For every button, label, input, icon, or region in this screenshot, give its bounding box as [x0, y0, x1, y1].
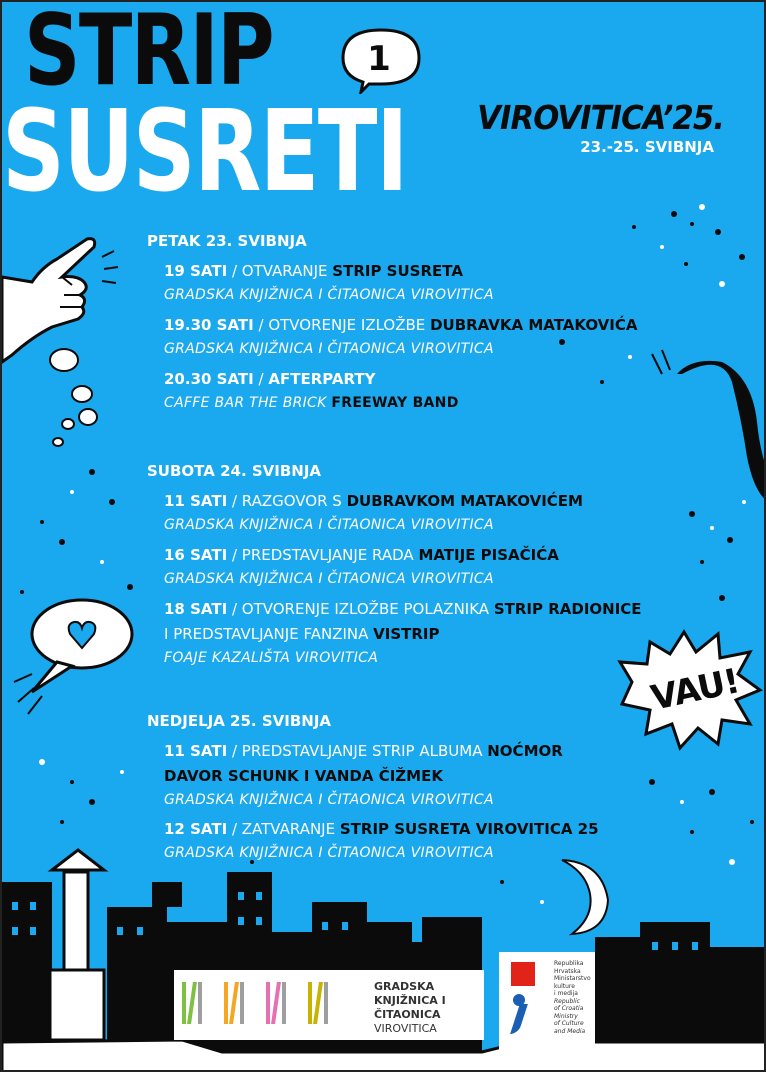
event-highlight: DAVOR SCHUNK I VANDA ČIŽMEK — [164, 767, 443, 785]
event-venue: GRADSKA KNJIŽNICA I ČITAONICA VIROVITICA — [164, 287, 494, 303]
title-line-2: SUSRETI — [2, 87, 407, 217]
event-time: 20.30 SATI — [164, 370, 254, 388]
library-logo-stripe — [187, 982, 197, 1024]
library-name-line: GRADSKA — [374, 980, 435, 993]
edition-number: 1 — [367, 39, 391, 79]
event-highlight: MATIJE PISAČIĆA — [418, 546, 559, 564]
event-venue: GRADSKA KNJIŽNICA I ČITAONICA VIROVITICA — [164, 517, 494, 533]
event-text: / — [258, 370, 264, 388]
library-name-line: VIROVITICA — [374, 1022, 437, 1035]
ministry-line: Ministarstvo — [554, 975, 591, 982]
day-heading: SUBOTA 24. SVIBNJA — [147, 462, 322, 480]
ministry-line: i medija — [554, 990, 578, 997]
event-highlight: NOĆMOR — [487, 742, 563, 760]
festival-dates: 23.-25. SVIBNJA — [580, 138, 714, 156]
event-text: / OTVARANJE — [231, 262, 328, 280]
event-time: 19.30 SATI — [164, 316, 254, 334]
event-venue: GRADSKA KNJIŽNICA I ČITAONICA VIROVITICA — [164, 571, 494, 587]
cat-tail-icon — [652, 350, 766, 502]
event-time: 18 SATI — [164, 600, 228, 618]
event-highlight: VISTRIP — [373, 625, 440, 643]
event-line — [164, 370, 375, 388]
library-logo-stripe — [308, 982, 312, 1024]
venue-highlight: FREEWAY BAND — [331, 395, 459, 411]
event-text: / OTVORENJE IZLOŽBE — [258, 316, 426, 334]
venue-name: CAFFE BAR THE BRICK — [164, 395, 327, 411]
event-venue — [164, 395, 459, 411]
event-highlight: STRIP RADIONICE — [493, 600, 642, 618]
edition-bubble — [339, 26, 423, 94]
event-time: 16 SATI — [164, 546, 228, 564]
ministry-line: of Culture — [554, 1020, 584, 1027]
event-highlight: DUBRAVKA MATAKOVIĆA — [430, 316, 638, 334]
event-line — [164, 546, 559, 564]
chimney-icon — [50, 850, 104, 1040]
ministry-red-square — [511, 962, 535, 986]
event-time: 12 SATI — [164, 820, 228, 838]
event-venue: FOAJE KAZALIŠTA VIROVITICA — [164, 650, 379, 666]
event-text: / RAZGOVOR S — [231, 492, 342, 510]
vau-exclamation: VAU! — [647, 661, 743, 719]
library-name-line: KNJIŽNICA I — [374, 994, 446, 1007]
event-line — [164, 316, 637, 334]
event-venue: GRADSKA KNJIŽNICA I ČITAONICA VIROVITICA — [164, 792, 494, 808]
event-line — [164, 742, 563, 760]
event-time: 11 SATI — [164, 492, 228, 510]
ministry-line: Republika — [554, 960, 584, 967]
event-highlight: STRIP SUSRETA — [332, 262, 463, 280]
event-line-continued — [164, 625, 440, 643]
event-text: / PREDSTAVLJANJE RADA — [231, 546, 414, 564]
event-venue: GRADSKA KNJIŽNICA I ČITAONICA VIROVITICA — [164, 845, 494, 861]
event-highlight: AFTERPARTY — [268, 370, 376, 388]
bubble-trail — [50, 349, 97, 446]
library-logo-stripe — [224, 982, 228, 1024]
library-logo-stripe — [313, 982, 323, 1024]
event-time: 19 SATI — [164, 262, 228, 280]
ministry-blue-comma — [510, 1004, 528, 1034]
event-line — [164, 262, 463, 280]
library-logo — [174, 970, 484, 1040]
day-heading: PETAK 23. SVIBNJA — [147, 232, 307, 250]
event-text: / OTVORENJE IZLOŽBE POLAZNIKA — [231, 600, 490, 618]
event-text: / ZATVARANJE — [231, 820, 336, 838]
event-line — [164, 820, 599, 838]
library-logo-stripe — [324, 982, 328, 1024]
library-logo-stripe — [182, 982, 186, 1024]
library-logo-stripe — [240, 982, 244, 1024]
library-logo-stripe — [229, 982, 239, 1024]
ministry-line: Hrvatska — [554, 967, 581, 975]
library-name-line: ČITAONICA — [374, 1008, 441, 1021]
library-logo-stripe — [282, 982, 286, 1024]
event-time: 11 SATI — [164, 742, 228, 760]
ministry-name — [554, 960, 596, 1035]
library-logo-stripe — [266, 982, 270, 1024]
ministry-line: of Croatia — [554, 1005, 584, 1012]
ministry-line: Ministry — [554, 1012, 578, 1020]
heart-speech-bubble-icon — [14, 600, 132, 714]
ministry-logo — [499, 952, 595, 1054]
event-text: / PREDSTAVLJANJE STRIP ALBUMA — [231, 742, 483, 760]
event-highlight: DUBRAVKOM MATAKOVIĆEM — [346, 492, 583, 510]
moon-icon — [562, 860, 608, 934]
city-year: VIROVITICA’25. — [477, 98, 724, 137]
library-logo-stripe — [198, 982, 202, 1024]
ministry-line: and Media — [554, 1027, 586, 1035]
day-heading: NEDJELJA 25. SVIBNJA — [147, 712, 332, 730]
library-name — [374, 980, 446, 1036]
event-highlight: STRIP SUSRETA VIROVITICA 25 — [339, 820, 599, 838]
event-text: I PREDSTAVLJANJE FANZINA — [164, 625, 369, 643]
ministry-line: kulture — [554, 982, 575, 990]
ministry-line: Republic — [554, 997, 580, 1005]
event-line — [164, 600, 642, 618]
pointing-hand-icon — [2, 239, 118, 362]
title-line-1: STRIP — [24, 0, 273, 108]
library-logo-stripe — [271, 982, 281, 1024]
event-line — [164, 492, 583, 510]
event-venue: GRADSKA KNJIŽNICA I ČITAONICA VIROVITICA — [164, 341, 494, 357]
event-line-continued — [164, 767, 443, 785]
